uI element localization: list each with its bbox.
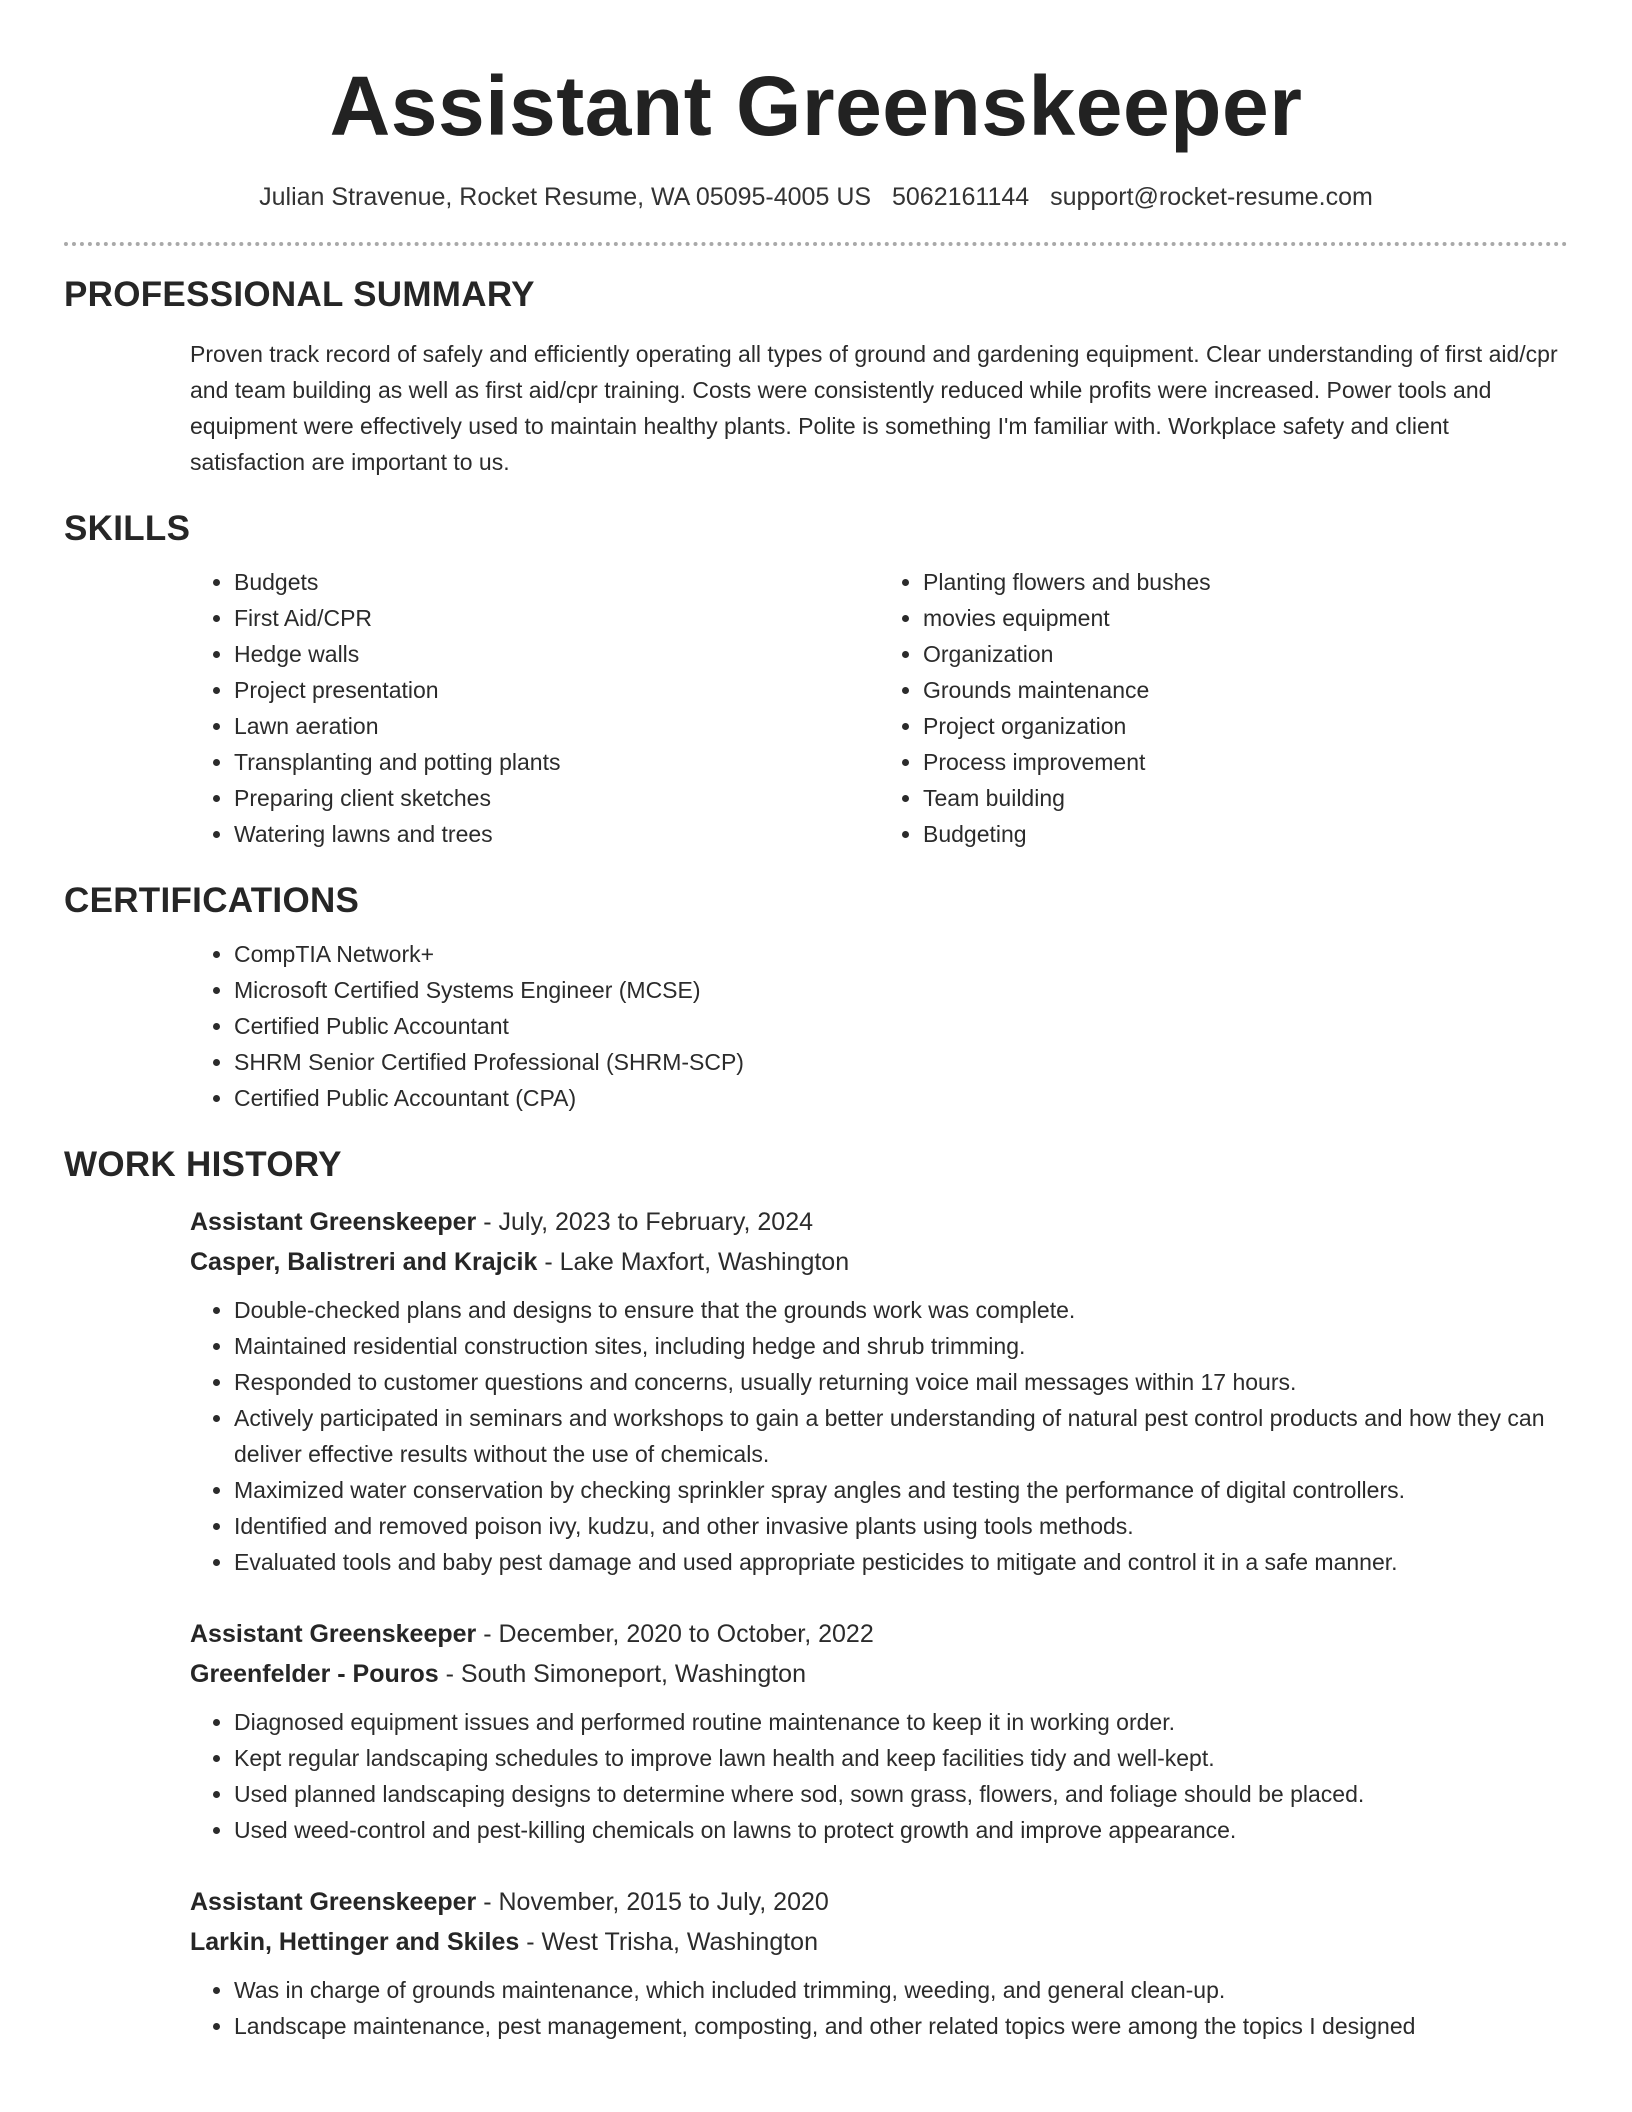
job-title-line	[190, 1882, 1568, 1922]
header-divider	[64, 242, 1568, 246]
job-bullet: • Maintained residential construction sites, including hedge and shrub trimming.	[234, 1328, 1568, 1364]
section-title-certifications: CERTIFICATIONS	[64, 881, 360, 920]
job-company: Larkin, Hettinger and Skiles	[190, 1928, 520, 1956]
job-bullets	[190, 1972, 1568, 2044]
job-bullet: • Maximized water conservation by checking sprinkler spray angles and testing the performance of digital controllers.	[234, 1472, 1568, 1508]
job-company-line	[190, 1242, 1568, 1282]
job-bullets	[190, 1704, 1568, 1848]
section-title-skills: SKILLS	[64, 509, 191, 548]
contact-line	[64, 180, 1568, 214]
job-bullet: • Double-checked plans and designs to ensure that the grounds work was complete.	[234, 1292, 1568, 1328]
contact-phone: 5062161144	[892, 183, 1030, 211]
section-skills	[64, 506, 1568, 852]
job-title-line	[190, 1202, 1568, 1242]
job-title: Assistant Greenskeeper	[190, 1208, 477, 1236]
certifications-list	[190, 936, 1568, 1116]
certification-item: • Certified Public Accountant (CPA)	[234, 1080, 1568, 1116]
certification-item: • Certified Public Accountant	[234, 1008, 1568, 1044]
job-location: - West Trisha, Washington	[519, 1928, 818, 1956]
section-professional-summary	[64, 272, 1568, 480]
skills-list-left	[190, 564, 879, 852]
skill-item: • Grounds maintenance	[923, 672, 1568, 708]
contact-address: Julian Stravenue, Rocket Resume, WA 05095-4005 US	[259, 183, 872, 211]
skill-item: • movies equipment	[923, 600, 1568, 636]
skill-item: • Project presentation	[234, 672, 879, 708]
skill-item: • Preparing client sketches	[234, 780, 879, 816]
job-entry	[190, 1202, 1568, 1580]
skill-item: • Budgeting	[923, 816, 1568, 852]
job-company-line	[190, 1922, 1568, 1962]
job-title: Assistant Greenskeeper	[190, 1888, 477, 1916]
job-bullet: • Responded to customer questions and concerns, usually returning voice mail messages within 17 hours.	[234, 1364, 1568, 1400]
section-title-summary: PROFESSIONAL SUMMARY	[64, 275, 535, 314]
skills-list-right	[879, 564, 1568, 852]
skill-item: • Transplanting and potting plants	[234, 744, 879, 780]
skill-item: • Process improvement	[923, 744, 1568, 780]
certification-item: • Microsoft Certified Systems Engineer (MCSE)	[234, 972, 1568, 1008]
skill-item: • Team building	[923, 780, 1568, 816]
job-bullet: • Identified and removed poison ivy, kudzu, and other invasive plants using tools methods.	[234, 1508, 1568, 1544]
job-title-line	[190, 1614, 1568, 1654]
skill-item: • Lawn aeration	[234, 708, 879, 744]
job-entry	[190, 1614, 1568, 1848]
job-bullet: • Kept regular landscaping schedules to improve lawn health and keep facilities tidy and well-kept.	[234, 1740, 1568, 1776]
job-dates: - July, 2023 to February, 2024	[476, 1208, 814, 1236]
job-bullets	[190, 1292, 1568, 1580]
job-company: Greenfelder - Pouros	[190, 1660, 439, 1688]
skill-item: • Project organization	[923, 708, 1568, 744]
contact-email: support@rocket-resume.com	[1050, 183, 1373, 211]
job-location: - Lake Maxfort, Washington	[537, 1248, 850, 1276]
skills-grid	[190, 564, 1568, 852]
job-bullet: • Was in charge of grounds maintenance, which included trimming, weeding, and general clean-up.	[234, 1972, 1568, 2008]
skill-item: • Planting flowers and bushes	[923, 564, 1568, 600]
job-location: - South Simoneport, Washington	[438, 1660, 806, 1688]
job-company-line	[190, 1654, 1568, 1694]
summary-text: Proven track record of safely and efficiently operating all types of ground and gardening equipment. Clear understanding of first aid/cpr and team building as well as first aid/cpr training. Costs were consistently reduced while profits were increased. Power tools and equipment were effectively used to maintain healthy plants. Polite is something I'm familiar with. Workplace safety and client satisfaction are important to us.	[190, 341, 1558, 475]
job-bullet: • Used planned landscaping designs to determine where sod, sown grass, flowers, and foliage should be placed.	[234, 1776, 1568, 1812]
job-bullet: • Diagnosed equipment issues and performed routine maintenance to keep it in working order.	[234, 1704, 1568, 1740]
certification-item: • CompTIA Network+	[234, 936, 1568, 972]
job-entry	[190, 1882, 1568, 2044]
job-bullet: • Landscape maintenance, pest management, composting, and other related topics were among the topics I designed	[234, 2008, 1568, 2044]
section-title-work-history: WORK HISTORY	[64, 1145, 342, 1184]
job-dates: - December, 2020 to October, 2022	[476, 1620, 874, 1648]
certification-item: • SHRM Senior Certified Professional (SHRM-SCP)	[234, 1044, 1568, 1080]
skill-item: • Watering lawns and trees	[234, 816, 879, 852]
skill-item: • Hedge walls	[234, 636, 879, 672]
job-bullet: • Evaluated tools and baby pest damage and used appropriate pesticides to mitigate and control it in a safe manner.	[234, 1544, 1568, 1580]
candidate-name: Assistant Greenskeeper	[329, 59, 1303, 153]
skill-item: • Organization	[923, 636, 1568, 672]
section-work-history	[64, 1142, 1568, 2044]
job-company: Casper, Balistreri and Krajcik	[190, 1248, 538, 1276]
job-bullet: • Actively participated in seminars and workshops to gain a better understanding of natural pest control products and how they can deliver effective results without the use of chemicals.	[234, 1400, 1568, 1472]
job-dates: - November, 2015 to July, 2020	[476, 1888, 829, 1916]
job-title: Assistant Greenskeeper	[190, 1620, 477, 1648]
skill-item: • Budgets	[234, 564, 879, 600]
section-certifications	[64, 878, 1568, 1116]
skill-item: • First Aid/CPR	[234, 600, 879, 636]
job-bullet: • Used weed-control and pest-killing chemicals on lawns to protect growth and improve appearance.	[234, 1812, 1568, 1848]
